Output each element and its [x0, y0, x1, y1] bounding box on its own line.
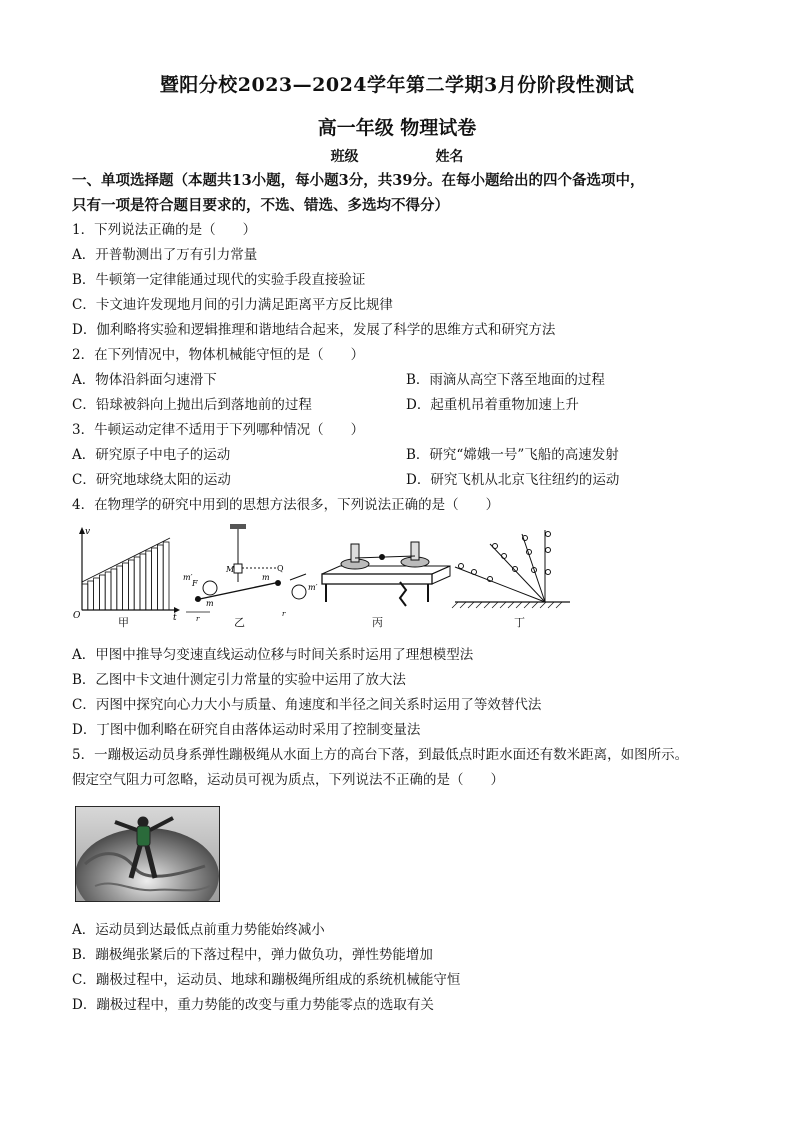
- vt-step-bar: [163, 542, 169, 610]
- q1-stem: 1．下列说法正确的是（ ）: [72, 222, 257, 238]
- vt-step-bar: [146, 551, 152, 610]
- vt-step-bar: [140, 554, 146, 610]
- q5-option-a: A．运动员到达最低点前重力势能始终减小: [72, 922, 325, 938]
- q5-option-d: D．蹦极过程中，重力势能的改变与重力势能零点的选取有关: [72, 997, 434, 1013]
- section1-heading-line2: 只有一项是符合题目要求的，不选、错选、多选均不得分）: [72, 197, 449, 214]
- figure-yi-torsion-balance: [183, 524, 318, 623]
- q3-option-b: B．研究“嫦娥一号”飞船的高速发射: [406, 447, 619, 463]
- q2-option-b: B．雨滴从高空下落至地面的过程: [406, 372, 605, 388]
- vt-step-bar: [128, 560, 134, 610]
- svg-text:r: r: [196, 615, 200, 623]
- vt-step-bar: [99, 575, 105, 610]
- vt-step-bar: [134, 557, 140, 610]
- svg-text:v: v: [85, 527, 91, 537]
- q3-option-a: A．研究原子中电子的运动: [72, 447, 231, 463]
- exam-subtitle: 高一年级 物理试卷: [317, 117, 477, 139]
- figure-label-yi: 乙: [234, 616, 245, 629]
- q4-option-b: B．乙图中卡文迪什测定引力常量的实验中运用了放大法: [72, 672, 406, 688]
- vt-step-bar: [111, 569, 117, 610]
- q1-option-b: B．牛顿第一定律能通过现代的实验手段直接验证: [72, 272, 366, 288]
- section1-heading-line1: 一、单项选择题（本题共13小题，每小题3分，共39分。在每小题给出的四个备选项中，: [72, 172, 645, 189]
- svg-text:O: O: [73, 611, 81, 621]
- figure-label-ding: 丁: [514, 616, 525, 629]
- svg-text:r: r: [282, 610, 286, 618]
- section1-heading: [72, 168, 722, 218]
- svg-text:F: F: [192, 579, 198, 588]
- svg-text:m: m: [262, 573, 270, 582]
- figure-ding-inclined-planes: [452, 530, 570, 608]
- q5-option-b: B．蹦极绳张紧后的下落过程中，弹力做负功，弹性势能增加: [72, 947, 433, 963]
- vt-step-bar: [105, 572, 111, 610]
- figure-label-bing: 丙: [372, 616, 383, 629]
- q3-option-c: C．研究地球绕太阳的运动: [72, 472, 231, 488]
- q1-option-a: A．开普勒测出了万有引力常量: [72, 247, 258, 263]
- vt-step-bar: [157, 545, 163, 610]
- svg-text:M: M: [226, 565, 235, 574]
- svg-text:Q: Q: [277, 564, 284, 573]
- q5-stem-line1: 5．一蹦极运动员身系弹性蹦极绳从水面上方的高台下落，到最低点时距水面还有数米距离，如图所示。: [72, 747, 689, 763]
- vt-step-bar: [82, 584, 88, 610]
- q5-stem-line2: 假定空气阻力可忽略，运动员可视为质点，下列说法不正确的是（ ）: [72, 772, 504, 788]
- q2-option-d: D．起重机吊着重物加速上升: [406, 397, 579, 413]
- svg-text:m′: m′: [308, 583, 318, 592]
- q4-figures: [70, 522, 590, 632]
- svg-text:m′: m′: [183, 573, 193, 582]
- q2-option-a: A．物体沿斜面匀速滑下: [72, 372, 217, 388]
- q3-stem: 3．牛顿运动定律不适用于下列哪种情况（ ）: [72, 422, 365, 438]
- svg-text:m: m: [206, 599, 214, 608]
- vt-step-bar: [123, 563, 129, 610]
- name-label: 姓名: [435, 149, 464, 165]
- svg-text:t: t: [173, 613, 177, 623]
- vt-step-bar: [88, 581, 94, 610]
- figure-jia-vt-graph: [73, 527, 180, 623]
- vt-step-bar: [117, 566, 123, 610]
- q4-option-d: D．丁图中伽利略在研究自由落体运动时采用了控制变量法: [72, 722, 421, 738]
- student-info-line: [0, 146, 794, 166]
- q5-option-c: C．蹦极过程中，运动员、地球和蹦极绳所组成的系统机械能守恒: [72, 972, 461, 988]
- q4-option-c: C．丙图中探究向心力大小与质量、角速度和半径之间关系时运用了等效替代法: [72, 697, 542, 713]
- q1-option-d: D．伽利略将实验和逻辑推理和谐地结合起来，发展了科学的思维方式和研究方法: [72, 322, 556, 338]
- vt-step-bar: [152, 548, 158, 610]
- class-label: 班级: [330, 149, 359, 165]
- q4-option-a: A．甲图中推导匀变速直线运动位移与时间关系时运用了理想模型法: [72, 647, 474, 663]
- q1-option-c: C．卡文迪许发现地月间的引力满足距离平方反比规律: [72, 297, 393, 313]
- q2-stem: 2．在下列情况中，物体机械能守恒的是（ ）: [72, 347, 365, 363]
- q3-option-d: D．研究飞机从北京飞往纽约的运动: [406, 472, 620, 488]
- q2-option-c: C．铅球被斜向上抛出后到落地前的过程: [72, 397, 312, 413]
- figure-bing-centripetal-apparatus: [322, 542, 450, 606]
- vt-step-bar: [94, 578, 100, 610]
- figure-label-jia: 甲: [118, 616, 129, 629]
- exam-title: 暨阳分校2023—2024学年第二学期3月份阶段性测试: [159, 74, 635, 96]
- q4-stem: 4．在物理学的研究中用到的思想方法很多，下列说法正确的是（ ）: [72, 497, 500, 513]
- bungee-jump-photo: [75, 806, 220, 902]
